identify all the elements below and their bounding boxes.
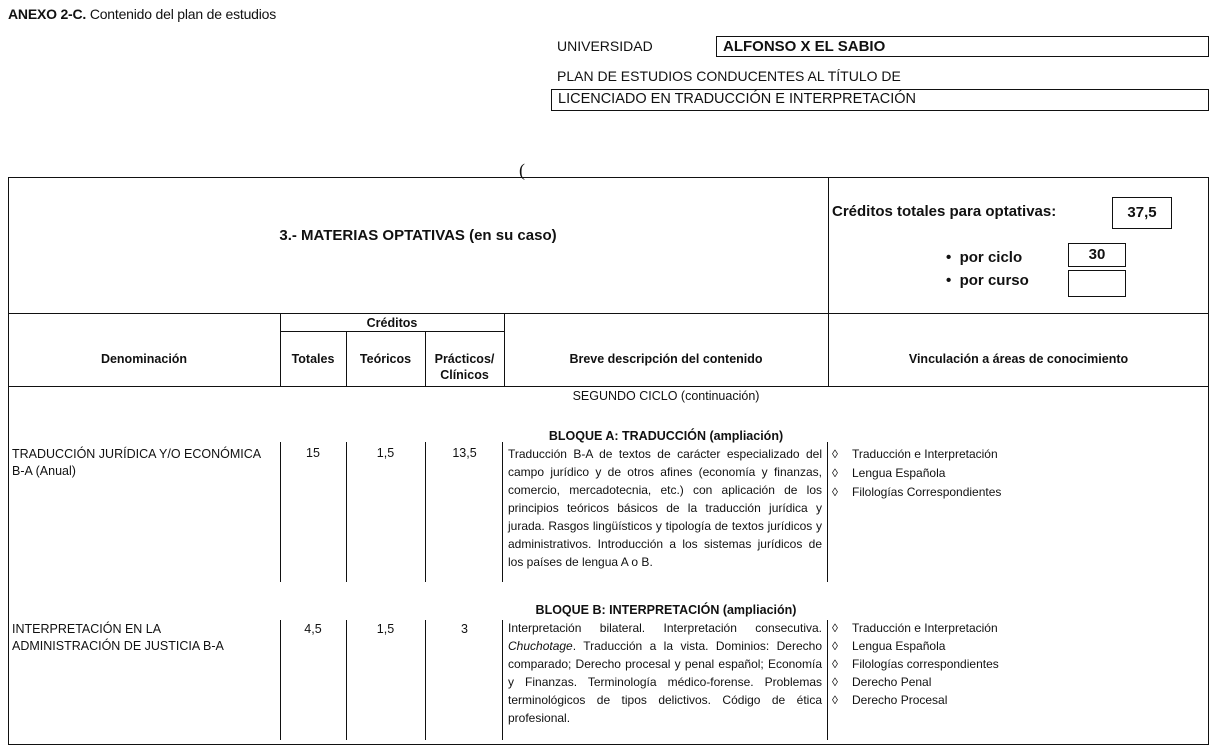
row2-areas bbox=[832, 619, 1202, 709]
por-ciclo-value: 30 bbox=[1068, 243, 1126, 267]
header-vinculacion: Vinculación a áreas de conocimiento bbox=[908, 352, 1129, 366]
row2-rule-e bbox=[827, 620, 828, 740]
row1-totales: 15 bbox=[306, 446, 320, 460]
header-descripcion: Breve descripción del contenido bbox=[569, 352, 763, 366]
bullet: • bbox=[946, 272, 952, 289]
university-label: UNIVERSIDAD bbox=[557, 38, 653, 54]
total-credits-label: Créditos totales para optativas: bbox=[832, 203, 1057, 220]
diamond-icon: ◊ bbox=[832, 621, 838, 635]
area-item: ◊ Filologías correspondientes bbox=[832, 657, 999, 671]
row1-practicos: 13,5 bbox=[452, 446, 477, 460]
degree-value-box: LICENCIADO EN TRADUCCIÓN E INTERPRETACIÓN bbox=[551, 89, 1209, 111]
block-a-title: BLOQUE A: TRADUCCIÓN (ampliación) bbox=[548, 429, 784, 443]
row2-rule-b bbox=[346, 620, 347, 740]
row1-descripcion: Traducción B-A de textos de carácter especializado del campo jurídico y de otros afines (economía y finanzas, comercio, mercadotecnia, etc.) con aplicación de los principios teóricos básicos de la traducción jurídica y jurada. Rasgos lingüísticos y tipología de textos jurídicos y administrativos. Introducción a los sistemas jurídicos de los países de lengua A o B. bbox=[508, 447, 822, 569]
annex-heading: ANEXO 2-C. Contenido del plan de estudios bbox=[8, 6, 277, 22]
columns-rule bbox=[8, 386, 1209, 387]
block-b-title: BLOQUE B: INTERPRETACIÓN (ampliación) bbox=[535, 603, 797, 617]
area-item: ◊ Derecho Procesal bbox=[832, 693, 948, 707]
por-curso: • por curso bbox=[946, 272, 1029, 289]
header-creditos: Créditos bbox=[366, 316, 418, 330]
area-item: ◊ Filologías Correspondientes bbox=[832, 483, 1202, 502]
university-value-box: ALFONSO X EL SABIO bbox=[716, 36, 1209, 57]
area-item: ◊ Lengua Española bbox=[832, 464, 1202, 483]
plan-label: PLAN DE ESTUDIOS CONDUCENTES AL TÍTULO DE bbox=[557, 68, 901, 84]
row1-denominacion: TRADUCCIÓN JURÍDICA Y/O ECONÓMICA B-A (Anual) bbox=[12, 447, 262, 478]
creditos-subrule bbox=[280, 331, 504, 332]
area-item: ◊ Lengua Española bbox=[832, 639, 946, 653]
section-title: 3.- MATERIAS OPTATIVAS (en su caso) bbox=[279, 227, 557, 244]
diamond-icon: ◊ bbox=[832, 657, 838, 671]
bullet: • bbox=[946, 249, 952, 266]
por-ciclo: • por ciclo bbox=[946, 249, 1023, 266]
row1-areas bbox=[832, 445, 1202, 502]
col-rule-3 bbox=[828, 313, 829, 386]
stray-mark: ( bbox=[519, 160, 525, 180]
header-rule bbox=[8, 313, 1209, 314]
header-practicos: Prácticos/ Clínicos bbox=[434, 352, 495, 382]
area-item: ◊ Traducción e Interpretación bbox=[832, 621, 998, 635]
row1-teoricos: 1,5 bbox=[376, 446, 395, 460]
diamond-icon: ◊ bbox=[832, 693, 838, 707]
por-curso-value bbox=[1068, 270, 1126, 297]
row1-rule-e bbox=[827, 442, 828, 582]
header-denominacion: Denominación bbox=[100, 352, 188, 366]
row1-rule-d bbox=[502, 442, 503, 582]
row1-rule-a bbox=[280, 442, 281, 582]
row2-descripcion: Interpretación bilateral. Interpretación consecutiva. Chuchotage. Traducción a la vista. Dominios: Derecho comparado; Derecho procesal y penal español; Economía y Finanzas. Terminología médico-forense. Problemas terminológicos de tipos delictivos. Código de ética profesional. bbox=[508, 621, 822, 725]
section-divider bbox=[828, 177, 829, 313]
diamond-icon: ◊ bbox=[832, 466, 838, 480]
row2-denominacion: INTERPRETACIÓN EN LA ADMINISTRACIÓN DE JUSTICIA B-A bbox=[12, 622, 224, 653]
area-item: ◊ Traducción e Interpretación bbox=[832, 445, 1202, 464]
header-teoricos: Teóricos bbox=[359, 352, 412, 366]
row2-practicos: 3 bbox=[461, 622, 468, 636]
cycle-label: SEGUNDO CICLO (continuación) bbox=[572, 389, 760, 403]
row2-rule-d bbox=[502, 620, 503, 740]
row2-teoricos: 1,5 bbox=[376, 622, 395, 636]
diamond-icon: ◊ bbox=[832, 639, 838, 653]
row1-rule-b bbox=[346, 442, 347, 582]
diamond-icon: ◊ bbox=[832, 447, 838, 461]
diamond-icon: ◊ bbox=[832, 675, 838, 689]
total-credits-value: 37,5 bbox=[1112, 197, 1172, 229]
diamond-icon: ◊ bbox=[832, 485, 838, 499]
row2-rule-a bbox=[280, 620, 281, 740]
row1-rule-c bbox=[425, 442, 426, 582]
area-item: ◊ Derecho Penal bbox=[832, 675, 932, 689]
col-rule-2 bbox=[504, 313, 505, 386]
header-totales: Totales bbox=[291, 352, 335, 366]
row2-totales: 4,5 bbox=[304, 622, 322, 636]
row2-rule-c bbox=[425, 620, 426, 740]
